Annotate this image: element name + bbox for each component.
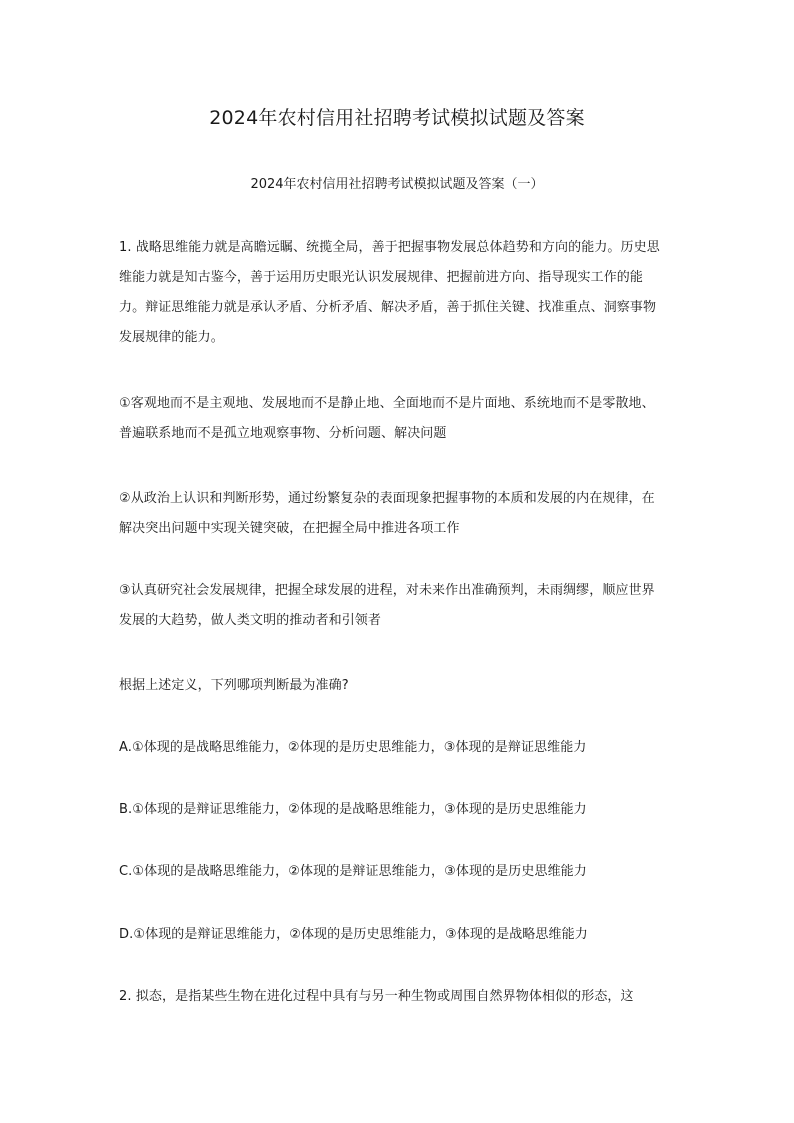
question-1-stem — [119, 233, 664, 353]
statement-item-text: ③认真研究社会发展规律，把握全球发展的进程，对未来作出准确预判，未雨绸缪，顺应世界发展的大趋势，做人类文明的推动者和引领者 — [119, 583, 655, 628]
answer-option-a — [119, 733, 664, 763]
document-subtitle: 2024年农村信用社招聘考试模拟试题及答案（一） — [250, 177, 544, 192]
question-prompt-text: 根据上述定义，下列哪项判断最为准确? — [119, 678, 349, 693]
document-title: 2024年农村信用社招聘考试模拟试题及答案 — [209, 107, 585, 129]
answer-option-c — [119, 857, 664, 887]
statement-item-2 — [119, 484, 664, 544]
answer-option-text: C.①体现的是战略思维能力，②体现的是辩证思维能力，③体现的是历史思维能力 — [119, 864, 587, 879]
answer-option-text: D.①体现的是辩证思维能力，②体现的是历史思维能力，③体现的是战略思维能力 — [119, 927, 588, 942]
statement-item-text: ②从政治上认识和判断形势，通过纷繁复杂的表面现象把握事物的本质和发展的内在规律，在解决突出问题中实现关键突破，在把握全局中推进各项工作 — [119, 491, 655, 536]
question-stem-text: 2. 拟态，是指某些生物在进化过程中具有与另一种生物或周围自然界物体相似的形态，这 — [119, 989, 634, 1004]
question-stem-text: 1. 战略思维能力就是高瞻远瞩、统揽全局，善于把握事物发展总体趋势和方向的能力。历史思维能力就是知古鉴今，善于运用历史眼光认识发展规律、把握前进方向、指导现实工作的能力。辩证思维能力就是承认矛盾、分析矛盾、解决矛盾，善于抓住关键、找准重点、洞察事物发展规律的能力。 — [119, 240, 660, 345]
statement-item-1 — [119, 389, 664, 449]
question-prompt — [119, 671, 664, 701]
answer-option-b — [119, 795, 664, 825]
answer-option-text: A.①体现的是战略思维能力，②体现的是历史思维能力，③体现的是辩证思维能力 — [119, 740, 587, 755]
statement-item-text: ①客观地而不是主观地、发展地而不是静止地、全面地而不是片面地、系统地而不是零散地、普遍联系地而不是孤立地观察事物、分析问题、解决问题 — [119, 396, 655, 441]
question-2-stem — [119, 982, 664, 1012]
answer-option-text: B.①体现的是辩证思维能力，②体现的是战略思维能力，③体现的是历史思维能力 — [119, 802, 587, 817]
statement-item-3 — [119, 576, 664, 636]
answer-option-d — [119, 920, 664, 950]
